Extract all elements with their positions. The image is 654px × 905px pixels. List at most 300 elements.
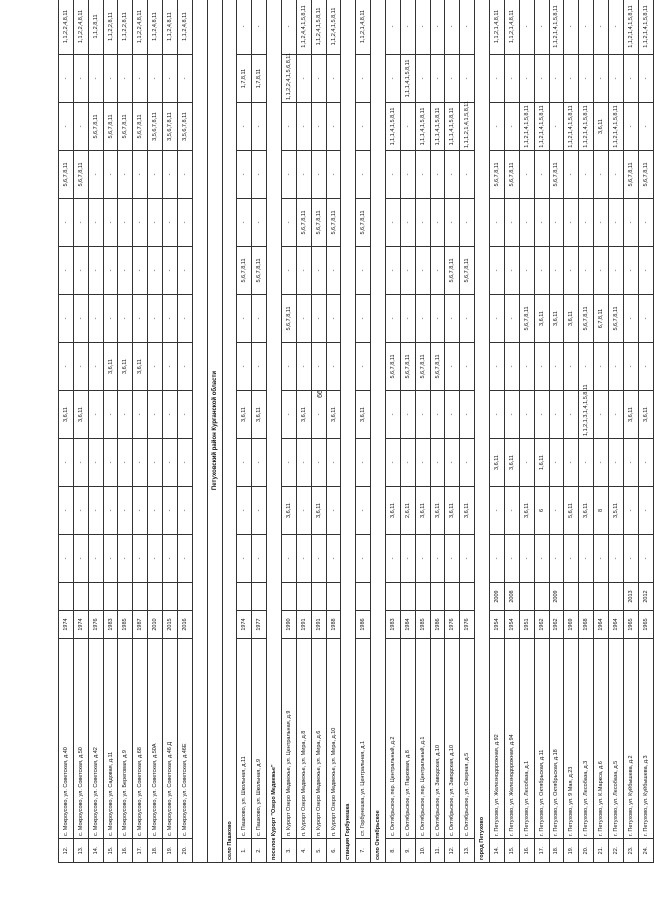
address-cell: с. Мокроусово, ул. Советская, д.68 (133, 639, 148, 839)
work-period-cell: - (594, 247, 609, 295)
work-period-cell: 1,1,2,1,4,8,11 (490, 0, 505, 55)
row-number: 18. (148, 839, 163, 863)
row-number: 11. (430, 839, 445, 863)
work-period-cell: 3,6,11 (415, 487, 430, 535)
work-period-cell: - (73, 535, 88, 583)
work-period-cell: - (148, 295, 163, 343)
year-built-cell: 1964 (594, 611, 609, 639)
work-period-cell: - (579, 343, 594, 391)
work-period-cell: 1,1,2,2,8,11 (103, 0, 118, 55)
work-period-cell: - (356, 295, 371, 343)
work-period-cell: - (623, 103, 638, 151)
work-period-cell: - (504, 103, 519, 151)
work-period-cell: - (296, 151, 311, 199)
year-built-cell: 1976 (88, 611, 103, 639)
work-period-cell: - (177, 295, 192, 343)
work-period-cell: 3,5,6,7,8,11 (163, 103, 178, 151)
work-period-cell: - (311, 295, 326, 343)
work-period-cell: - (103, 295, 118, 343)
last-repair-year-cell: 2009 (549, 583, 564, 611)
work-period-cell: - (296, 247, 311, 295)
table-row (415, 0, 430, 863)
work-period-cell: - (623, 343, 638, 391)
work-period-cell: - (59, 487, 74, 535)
work-period-cell: 5,6,7,8,11 (445, 247, 460, 295)
work-period-cell: - (608, 247, 623, 295)
work-period-cell: - (564, 0, 579, 55)
table-row (282, 0, 297, 863)
table-row (519, 0, 534, 863)
work-period-cell: 1,1,2,8,11 (88, 0, 103, 55)
work-period-cell: - (252, 535, 267, 583)
work-period-cell: 1,1,2,4,8,11 (163, 0, 178, 55)
table-row (490, 0, 505, 863)
last-repair-year-cell (326, 583, 341, 611)
year-built-cell: 1983 (103, 611, 118, 639)
year-built-cell: 1984 (400, 611, 415, 639)
work-period-cell: - (177, 343, 192, 391)
table-row (504, 0, 519, 863)
work-period-cell: - (400, 151, 415, 199)
work-period-cell: 5,6,7,8,11 (296, 199, 311, 247)
work-period-cell: 5,6,7,8,11 (519, 295, 534, 343)
work-period-cell: 1,1,2,1,3,1,4,1,5,8,11 (579, 391, 594, 439)
work-period-cell: - (163, 151, 178, 199)
work-period-cell: - (623, 487, 638, 535)
work-period-cell: - (88, 295, 103, 343)
work-period-cell: - (59, 247, 74, 295)
work-period-cell: 5,6,7,8,11 (59, 151, 74, 199)
work-period-cell: - (311, 247, 326, 295)
work-period-cell: 1,1,1,4,1,5,8,11 (400, 55, 415, 103)
work-period-cell: - (490, 295, 505, 343)
work-period-cell: - (638, 535, 653, 583)
work-period-cell: - (430, 0, 445, 55)
work-period-cell: - (282, 199, 297, 247)
group-header (475, 0, 490, 863)
work-period-cell: - (133, 199, 148, 247)
work-period-cell: - (623, 55, 638, 103)
work-period-cell: - (490, 391, 505, 439)
address-cell: с. Пашково, ул. Школьная, д.9 (252, 639, 267, 839)
work-period-cell: 5,6,7,8,11 (326, 199, 341, 247)
work-period-cell: - (564, 343, 579, 391)
work-period-cell: - (133, 295, 148, 343)
row-number: 17. (534, 839, 549, 863)
work-period-cell: - (490, 535, 505, 583)
row-number: 17. (133, 839, 148, 863)
work-period-cell: - (103, 55, 118, 103)
work-period-cell: - (386, 55, 401, 103)
work-period-cell: 5,6,7,8,11 (252, 247, 267, 295)
row-number: 16. (118, 839, 133, 863)
work-period-cell: - (356, 535, 371, 583)
work-period-cell: - (519, 439, 534, 487)
work-period-cell: - (133, 247, 148, 295)
table-row (88, 0, 103, 863)
work-period-cell: 3,6,11 (638, 391, 653, 439)
work-period-cell: - (326, 247, 341, 295)
address-cell: с. Октябрьское, ул. Заводская, д.10 (445, 639, 460, 839)
work-period-cell: - (623, 247, 638, 295)
year-built-cell: 1976 (460, 611, 475, 639)
address-cell: г. Петухово, ул. Лесобаза, д.3 (579, 639, 594, 839)
work-period-cell: - (549, 103, 564, 151)
address-cell: г. Петухово, ул. К.Маркса, д.6 (594, 639, 609, 839)
address-cell: г. Петухово, ул. Железнодорожная, д.92 (490, 639, 505, 839)
table-body (59, 0, 654, 863)
year-built-cell: 1951 (519, 611, 534, 639)
last-repair-year-cell (430, 583, 445, 611)
work-period-cell: - (177, 55, 192, 103)
work-period-cell: - (163, 247, 178, 295)
work-period-cell: - (88, 247, 103, 295)
work-period-cell: - (88, 391, 103, 439)
table-row (133, 0, 148, 863)
work-period-cell: - (519, 535, 534, 583)
work-period-cell: - (504, 295, 519, 343)
year-built-cell: 2015 (163, 611, 178, 639)
work-period-cell: - (608, 535, 623, 583)
work-period-cell: - (415, 55, 430, 103)
work-period-cell: - (118, 439, 133, 487)
last-repair-year-cell (445, 583, 460, 611)
table-row (73, 0, 88, 863)
work-period-cell: - (564, 439, 579, 487)
work-period-cell: - (430, 199, 445, 247)
year-built-cell: 1986 (356, 611, 371, 639)
address-cell: с. Мокроусово, ул. Садовая, д.11 (103, 639, 118, 839)
work-period-cell: - (534, 535, 549, 583)
last-repair-year-cell (59, 583, 74, 611)
work-period-cell: 3,6,11 (564, 295, 579, 343)
work-period-cell: - (311, 439, 326, 487)
work-period-cell: 3,6,11 (282, 487, 297, 535)
work-period-cell: 6,7,8,11 (594, 295, 609, 343)
work-period-cell: - (386, 151, 401, 199)
row-number: 3. (282, 839, 297, 863)
work-period-cell: 3,6,11 (579, 487, 594, 535)
work-period-cell: 1,1,2,4,1,5,8,11 (311, 0, 326, 55)
table-row (296, 0, 311, 863)
last-repair-year-cell (564, 583, 579, 611)
work-period-cell: - (579, 439, 594, 487)
work-period-cell: - (118, 199, 133, 247)
work-period-cell: - (73, 439, 88, 487)
work-period-cell: 1,1,2,2,4,1,5,6,8,11 (282, 55, 297, 103)
work-period-cell: - (103, 247, 118, 295)
address-cell: с. Мокроусово, ул. Советская, д.50 (73, 639, 88, 839)
work-period-cell: - (88, 439, 103, 487)
work-period-cell: - (460, 199, 475, 247)
row-number: 13. (73, 839, 88, 863)
work-period-cell: - (594, 0, 609, 55)
year-built-cell: 1987 (133, 611, 148, 639)
year-built-cell: 1974 (73, 611, 88, 639)
work-period-cell: - (579, 55, 594, 103)
work-period-cell: - (638, 487, 653, 535)
work-period-cell: - (549, 55, 564, 103)
work-period-cell: 1,7,8,11 (237, 55, 252, 103)
work-period-cell: - (237, 295, 252, 343)
work-period-cell: - (73, 343, 88, 391)
work-period-cell: 1,7,8,11 (252, 55, 267, 103)
work-period-cell: 3,6,11 (594, 103, 609, 151)
work-period-cell: - (608, 55, 623, 103)
work-period-cell: 5,6,7,8,11 (430, 343, 445, 391)
work-period-cell: - (549, 535, 564, 583)
group-title: станция Горбунешка (341, 0, 356, 863)
group-header (267, 0, 282, 863)
address-cell: с. Октябрьское, пер. Центральный, д.1 (415, 639, 430, 839)
work-period-cell: - (296, 487, 311, 535)
work-period-cell: - (88, 487, 103, 535)
address-cell: с. Мокроусово, ул. Береговая, д.9 (118, 639, 133, 839)
last-repair-year-cell: 2012 (638, 583, 653, 611)
address-cell: с. Мокроусово, ул. Советская, д.50А (148, 639, 163, 839)
year-built-cell: 1954 (490, 611, 505, 639)
work-period-cell: - (564, 199, 579, 247)
work-period-cell: - (133, 487, 148, 535)
work-period-cell: - (415, 247, 430, 295)
work-period-cell: - (549, 247, 564, 295)
work-period-cell: - (564, 247, 579, 295)
table-row (430, 0, 445, 863)
work-period-cell: - (148, 55, 163, 103)
work-period-cell: - (356, 439, 371, 487)
work-period-cell: 1,1,2,1,4,1,5,8,11 (534, 103, 549, 151)
work-period-cell: - (415, 439, 430, 487)
work-period-cell: - (148, 535, 163, 583)
work-period-cell: - (252, 487, 267, 535)
work-period-cell: - (237, 439, 252, 487)
work-period-cell: - (534, 343, 549, 391)
work-period-cell: - (326, 55, 341, 103)
work-period-cell: - (445, 343, 460, 391)
work-period-cell: - (88, 343, 103, 391)
work-period-cell: - (133, 391, 148, 439)
work-period-cell: 3,5,6,7,8,11 (148, 103, 163, 151)
work-period-cell: - (460, 151, 475, 199)
year-built-cell: 1986 (430, 611, 445, 639)
work-period-cell: - (608, 343, 623, 391)
year-built-cell: 1954 (504, 611, 519, 639)
address-cell: с. Мокроусово, ул. Советская, д.46 Д (163, 639, 178, 839)
work-period-cell: 3,6,11 (445, 487, 460, 535)
work-period-cell: - (311, 151, 326, 199)
work-period-cell: - (400, 103, 415, 151)
work-period-cell: - (504, 391, 519, 439)
address-cell: п. Курорт Озеро Медвежье, ул. Мира, д.10 (326, 639, 341, 839)
work-period-cell: - (504, 343, 519, 391)
row-number: 16. (519, 839, 534, 863)
work-period-cell: - (148, 343, 163, 391)
work-period-cell: 5,6,7,8,11 (386, 343, 401, 391)
work-period-cell: - (252, 103, 267, 151)
work-period-cell: - (490, 199, 505, 247)
work-period-cell: - (59, 295, 74, 343)
work-period-cell: 1,1,1,4,1,5,8,11 (445, 103, 460, 151)
group-title: село Октябрьское (371, 0, 386, 863)
work-period-cell: - (326, 151, 341, 199)
work-period-cell: - (579, 151, 594, 199)
work-period-cell: 1,1,2,1,4,1,5,8,11 (549, 0, 564, 55)
work-period-cell: - (356, 151, 371, 199)
group-title: село Пашково (222, 0, 237, 863)
work-period-cell: 3,6,11 (118, 343, 133, 391)
work-period-cell: - (163, 535, 178, 583)
address-cell: п. Курорт Озеро Медвежье, ул. Центральная, д.9 (282, 639, 297, 839)
table-row (579, 0, 594, 863)
address-cell: с. Октябрьское, ул. Парковая, д.8 (400, 639, 415, 839)
work-period-cell: 5,6,11 (564, 487, 579, 535)
work-period-cell: - (88, 535, 103, 583)
work-period-cell: - (608, 439, 623, 487)
work-period-cell: - (118, 487, 133, 535)
work-period-cell: - (148, 199, 163, 247)
work-period-cell: - (252, 151, 267, 199)
work-period-cell: - (386, 295, 401, 343)
table-row (400, 0, 415, 863)
work-period-cell: - (415, 391, 430, 439)
work-period-cell: 3,6,11 (519, 487, 534, 535)
work-period-cell: - (73, 487, 88, 535)
work-period-cell: - (73, 247, 88, 295)
work-period-cell: - (296, 55, 311, 103)
work-period-cell: 1,1,1,2,1,4,1,5,8,11 (460, 103, 475, 151)
work-period-cell: - (386, 247, 401, 295)
table-row (460, 0, 475, 863)
table-row (326, 0, 341, 863)
work-period-cell: - (415, 151, 430, 199)
work-period-cell: 1,1,2,4,8,11 (177, 0, 192, 55)
year-built-cell: 1988 (326, 611, 341, 639)
row-number: 10. (415, 839, 430, 863)
address-cell: с. Мокроусово, ул. Советская, д.46Е (177, 639, 192, 839)
work-period-cell: - (296, 439, 311, 487)
work-period-cell: - (549, 487, 564, 535)
last-repair-year-cell (296, 583, 311, 611)
work-period-cell: - (148, 247, 163, 295)
work-period-cell: 6 (534, 487, 549, 535)
work-period-cell: 2,6,11 (400, 487, 415, 535)
work-period-cell: - (177, 391, 192, 439)
work-period-cell: 3,5,6,7,8,11 (177, 103, 192, 151)
work-period-cell: 5,6,7,8,11 (73, 151, 88, 199)
last-repair-year-cell (163, 583, 178, 611)
work-period-cell: - (490, 55, 505, 103)
capital-repair-schedule-table (58, 0, 654, 863)
work-period-cell: 1,6,11 (534, 439, 549, 487)
work-period-cell: - (177, 247, 192, 295)
work-period-cell: - (148, 151, 163, 199)
work-period-cell: - (430, 151, 445, 199)
work-period-cell: - (296, 103, 311, 151)
work-period-cell: - (237, 151, 252, 199)
work-period-cell: - (356, 343, 371, 391)
work-period-cell: - (594, 535, 609, 583)
work-period-cell: - (638, 55, 653, 103)
work-period-cell: - (534, 247, 549, 295)
row-number: 22. (608, 839, 623, 863)
work-period-cell: - (623, 199, 638, 247)
work-period-cell: - (445, 295, 460, 343)
address-cell: с. Мокроусово, ул. Советская, д.42 (88, 639, 103, 839)
work-period-cell: - (564, 55, 579, 103)
work-period-cell: - (326, 487, 341, 535)
work-period-cell: - (594, 199, 609, 247)
year-built-cell: 2016 (177, 611, 192, 639)
table-row (356, 0, 371, 863)
work-period-cell: 1,1,2,1,4,1,5,8,11 (623, 0, 638, 55)
work-period-cell: - (430, 535, 445, 583)
work-period-cell: - (400, 0, 415, 55)
work-period-cell: 5,6,7,8,11 (608, 295, 623, 343)
work-period-cell: - (326, 295, 341, 343)
work-period-cell: - (177, 439, 192, 487)
work-period-cell: - (445, 439, 460, 487)
work-period-cell: - (460, 295, 475, 343)
table-row (638, 0, 653, 863)
work-period-cell: - (460, 439, 475, 487)
work-period-cell: - (59, 439, 74, 487)
address-cell: с. Пашково, ул. Школьная, д.11 (237, 639, 252, 839)
work-period-cell: 5,6,7,8,11 (400, 343, 415, 391)
work-period-cell: - (594, 391, 609, 439)
work-period-cell: 8 (594, 487, 609, 535)
work-period-cell: - (594, 55, 609, 103)
work-period-cell: - (163, 343, 178, 391)
work-period-cell: 5,6,7,8,11 (460, 247, 475, 295)
row-number: 4. (296, 839, 311, 863)
work-period-cell: 5,6,7,8,11 (638, 151, 653, 199)
table-row (386, 0, 401, 863)
table-row (623, 0, 638, 863)
work-period-cell: - (400, 391, 415, 439)
work-period-cell: - (579, 247, 594, 295)
row-number: 5. (311, 839, 326, 863)
blank-row (192, 0, 207, 863)
work-period-cell: - (148, 487, 163, 535)
work-period-cell: - (163, 199, 178, 247)
work-period-cell: 5,6,7,8,11 (579, 295, 594, 343)
table-row (594, 0, 609, 863)
last-repair-year-cell (400, 583, 415, 611)
work-period-cell: 5,6,7,8,11 (490, 151, 505, 199)
row-number: 14. (88, 839, 103, 863)
row-number: 12. (59, 839, 74, 863)
group-header (371, 0, 386, 863)
work-period-cell: - (296, 535, 311, 583)
work-period-cell: - (519, 199, 534, 247)
work-period-cell: - (73, 103, 88, 151)
work-period-cell: 5,6,7,8,11 (237, 247, 252, 295)
work-period-cell: - (88, 151, 103, 199)
row-number: 18. (549, 839, 564, 863)
work-period-cell: 5,6,7,8,11 (623, 151, 638, 199)
work-period-cell: - (59, 343, 74, 391)
work-period-cell: - (59, 535, 74, 583)
work-period-cell: - (564, 151, 579, 199)
work-period-cell: - (504, 199, 519, 247)
work-period-cell: 3,6,11 (534, 295, 549, 343)
work-period-cell: - (177, 487, 192, 535)
work-period-cell: 3,6,11 (326, 391, 341, 439)
year-built-cell: 1969 (564, 611, 579, 639)
work-period-cell: 1,1,2,2,4,8,11 (59, 0, 74, 55)
year-built-cell: 1985 (415, 611, 430, 639)
work-period-cell: 3,6,11 (549, 295, 564, 343)
